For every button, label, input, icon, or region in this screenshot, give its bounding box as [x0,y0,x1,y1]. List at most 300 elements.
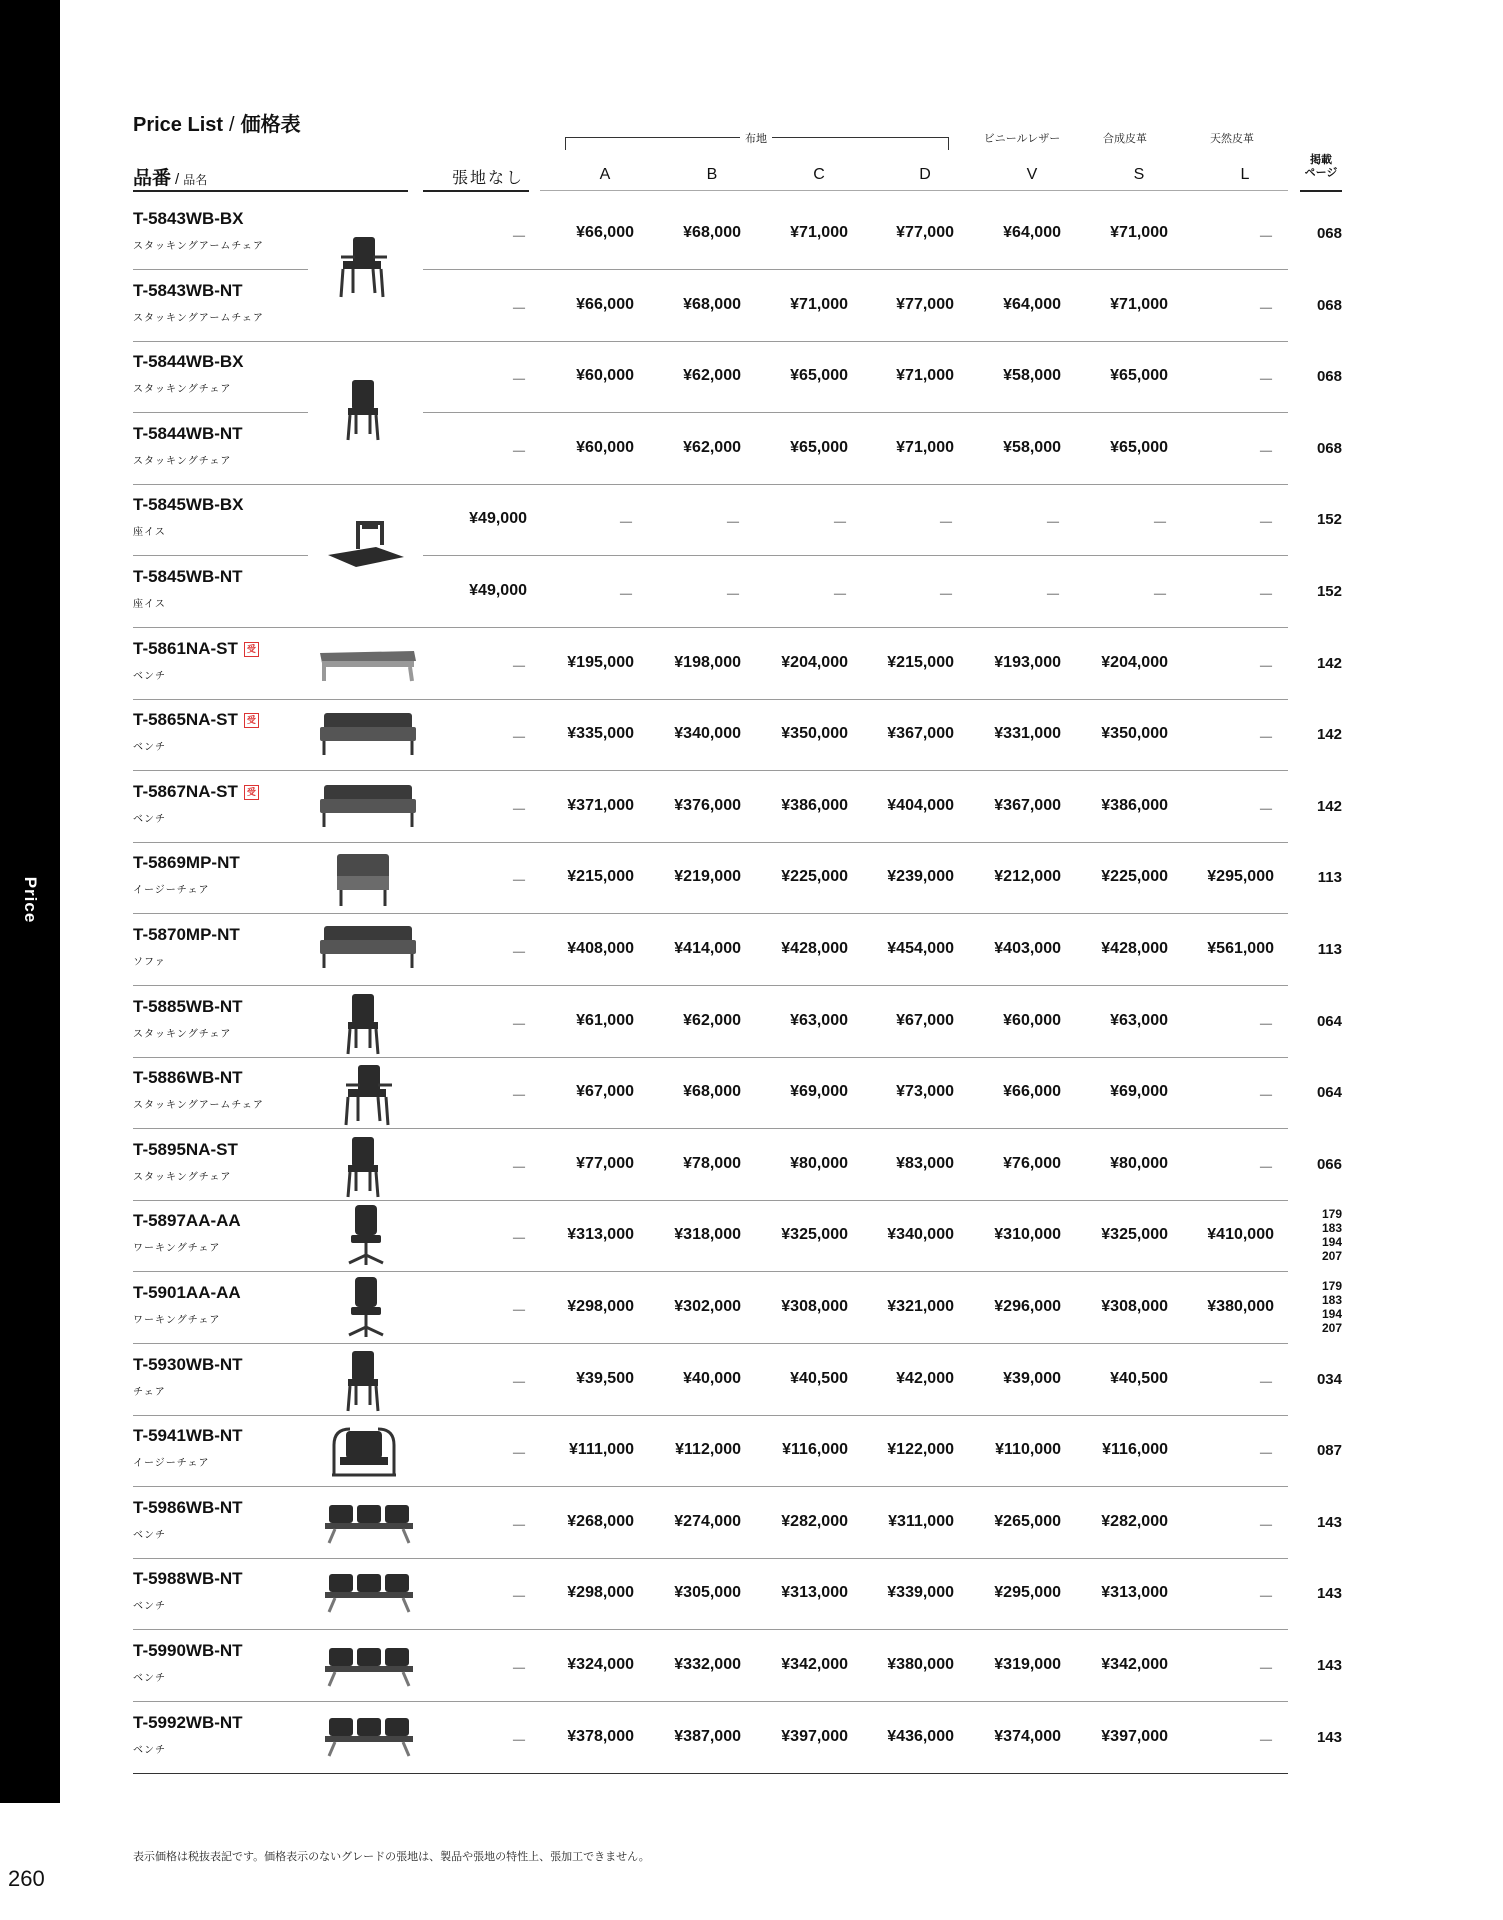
price-grade-l: ¥561,000 [1207,940,1274,957]
table-row [133,413,1342,484]
table-row [133,1200,1342,1271]
price-grade-c: ¥69,000 [790,1083,848,1101]
price-grade-b: ¥340,000 [674,725,741,743]
table-row [133,270,1342,341]
price-grade-c: － [831,515,848,533]
price-grade-v: ¥58,000 [1003,438,1061,456]
price-grade-v: ¥64,000 [1003,224,1061,241]
price-grade-d: ¥77,000 [896,295,954,313]
header-grade-l: L [1240,166,1250,183]
price-grade-b: ¥332,000 [674,1656,741,1673]
model-code: T-5941WB-NT [133,1426,243,1446]
price-grade-s: ¥386,000 [1101,796,1168,814]
price-grade-s: ¥225,000 [1101,868,1168,886]
model-code: T-5986WB-NT [133,1497,243,1517]
model-number [133,352,244,372]
price-grade-b: ¥62,000 [683,438,741,456]
table-row [133,1057,1342,1128]
price-grade-d: ¥42,000 [896,1369,954,1387]
model-number [133,639,259,659]
price-grade-c: ¥342,000 [781,1656,848,1673]
model-number [133,1140,238,1160]
product-name: ソファ [133,957,166,968]
table-row [133,1702,1342,1773]
price-grade-s: ¥428,000 [1101,940,1168,957]
product-name: ワーキングチェア [133,1243,221,1255]
price-grade-a: ¥378,000 [567,1727,634,1745]
price-grade-a: ¥371,000 [567,796,634,814]
price-grade-a: ¥60,000 [576,438,634,456]
made-to-order-badge: 受 [244,785,259,800]
price-no-upholstery: － [510,1159,527,1177]
price-grade-c: ¥282,000 [781,1512,848,1530]
price-no-upholstery: － [510,945,527,962]
table-row [133,1272,1342,1343]
product-name: 座イス [133,599,166,610]
price-grade-l: ¥410,000 [1207,1226,1274,1244]
price-grade-l: － [1257,1517,1274,1535]
price-grade-d: ¥71,000 [896,438,954,456]
price-grade-d: ¥404,000 [887,796,954,814]
price-grade-s: ¥71,000 [1110,295,1168,313]
price-no-upholstery: － [510,1303,527,1320]
price-grade-v: ¥310,000 [994,1226,1061,1244]
price-grade-l: ¥380,000 [1207,1298,1274,1315]
price-no-upholstery: － [510,801,527,819]
price-grade-v: － [1044,515,1061,533]
header-rule [423,190,529,192]
price-grade-b: ¥376,000 [674,796,741,814]
price-grade-d: ¥321,000 [887,1298,954,1315]
price-grade-d: － [937,515,954,533]
price-grade-l: － [1257,1732,1274,1750]
product-name: スタッキングアームチェア [133,241,264,252]
header-name-label: 品名 [183,173,208,187]
price-grade-b: ¥68,000 [683,1083,741,1101]
beam-seating-icon [321,1570,417,1621]
price-grade-a: ¥195,000 [567,653,634,671]
price-no-upholstery: － [510,1231,527,1249]
price-grade-v: ¥64,000 [1003,295,1061,313]
catalog-page: 034 [1316,1370,1342,1388]
header-model-label: 品番 [133,168,172,189]
model-number [133,1355,243,1375]
product-name: スタッキングチェア [133,1028,232,1040]
price-grade-l: － [1257,587,1274,604]
product-name: ベンチ [133,1744,166,1756]
price-grade-s: ¥397,000 [1101,1727,1168,1745]
price-grade-s: ¥282,000 [1101,1512,1168,1530]
header-page [1300,154,1342,180]
price-grade-v: ¥367,000 [994,796,1061,814]
table-row [133,1344,1342,1415]
price-no-upholstery: － [510,229,527,246]
price-grade-v: ¥66,000 [1003,1083,1061,1101]
table-row [133,771,1342,842]
header-grade-v: V [1026,166,1038,183]
price-grade-s: ¥116,000 [1102,1441,1168,1459]
product-name: チェア [133,1386,166,1398]
model-code: T-5988WB-NT [133,1569,243,1589]
model-code: T-5869MP-NT [133,853,240,873]
price-grade-v: ¥319,000 [994,1656,1061,1673]
price-grade-d: ¥311,000 [888,1512,954,1530]
office-chair-icon [343,1275,389,1346]
bench-icon [318,645,418,690]
model-number [133,1641,243,1661]
beam-seating-icon [321,1714,417,1765]
price-grade-a: ¥215,000 [567,868,634,886]
price-grade-a: ¥313,000 [567,1226,634,1244]
model-code: T-5843WB-NT [133,280,243,300]
model-code: T-5844WB-BX [133,352,244,372]
model-number [133,495,244,515]
price-no-upholstery: － [510,300,527,318]
price-grade-s: ¥325,000 [1101,1226,1168,1244]
header-grade-d: D [919,166,931,183]
price-grade-l: － [1257,1159,1274,1177]
price-grade-v: ¥110,000 [995,1441,1061,1459]
price-no-upholstery: － [510,1517,527,1535]
price-no-upholstery: － [510,1446,527,1464]
model-number [133,1068,243,1088]
price-grade-s: ¥71,000 [1110,224,1168,241]
price-grade-b: ¥62,000 [683,367,741,385]
price-grade-a: ¥66,000 [576,295,634,313]
price-grade-l: － [1257,372,1274,390]
header-grade-c: C [813,166,825,183]
price-grade-a: ¥408,000 [567,940,634,957]
model-code: T-5990WB-NT [133,1641,243,1660]
product-name: ワーキングチェア [133,1315,221,1326]
header-grade-b: B [706,166,718,183]
price-grade-c: ¥204,000 [781,653,848,671]
price-grade-d: ¥380,000 [887,1656,954,1673]
price-grade-d: ¥83,000 [896,1154,954,1172]
table-row [133,198,1342,269]
price-grade-d: ¥436,000 [887,1727,954,1745]
price-grade-l: ¥295,000 [1207,868,1274,886]
page-title [133,108,301,137]
table-row [133,341,1342,412]
price-grade-v: ¥39,000 [1003,1369,1061,1387]
price-grade-s: ¥63,000 [1110,1011,1168,1029]
model-number [133,925,240,945]
price-grade-l: － [1257,443,1274,461]
price-grade-b: ¥318,000 [674,1226,741,1244]
price-no-upholstery: ¥49,000 [469,510,527,528]
price-grade-d: ¥77,000 [896,224,954,241]
price-grade-s: － [1151,587,1168,604]
catalog-page: 179 183 194 207 [1321,1279,1342,1335]
model-number [133,1498,243,1518]
price-grade-l: － [1257,229,1274,246]
beam-seating-icon [321,1644,417,1695]
price-grade-l: － [1257,730,1274,748]
price-grade-a: － [617,515,634,533]
price-grade-d: ¥239,000 [887,868,954,886]
product-name: ベンチ [133,1601,166,1613]
table-row [133,986,1342,1057]
catalog-page: 064 [1316,1012,1342,1030]
title-separator: / [229,114,235,136]
price-grade-s: ¥313,000 [1101,1584,1168,1602]
model-code: T-5845WB-BX [133,495,244,515]
price-grade-b: ¥68,000 [683,224,741,241]
made-to-order-badge: 受 [244,642,259,657]
price-grade-v: ¥76,000 [1003,1154,1061,1172]
model-number [133,281,243,301]
price-grade-l: － [1257,658,1274,676]
price-grade-d: ¥454,000 [887,940,954,957]
page-number: 260 [8,1866,45,1891]
price-grade-a: ¥324,000 [567,1656,634,1673]
price-grade-v: ¥212,000 [994,868,1061,886]
table-row [133,628,1342,699]
price-grade-a: － [617,587,634,604]
header-rule [133,190,408,192]
price-grade-c: ¥308,000 [781,1298,848,1315]
price-grade-b: ¥62,000 [683,1011,741,1029]
price-grade-b: － [724,515,741,533]
made-to-order-badge: 受 [244,713,259,728]
header-rule [1300,190,1342,192]
price-grade-b: ¥40,000 [683,1369,741,1387]
price-grade-b: － [724,587,741,604]
price-grade-l: － [1257,515,1274,533]
price-grade-b: ¥302,000 [674,1298,741,1315]
price-grade-l: － [1257,1374,1274,1392]
chair-icon [338,1133,388,1204]
table-row [133,1129,1342,1200]
catalog-page: 152 [1316,583,1342,600]
catalog-page: 142 [1316,726,1342,744]
product-name: イージーチェア [133,885,210,897]
header-slash: / [175,171,180,188]
row-divider [133,1773,1288,1774]
price-grade-c: ¥71,000 [790,295,848,313]
catalog-page: 143 [1316,1513,1342,1531]
price-no-upholstery: － [510,1732,527,1750]
side-tab [0,0,60,1803]
sofa-icon [318,922,418,977]
price-grade-v: ¥295,000 [994,1584,1061,1602]
price-no-upholstery: － [510,730,527,748]
price-grade-v: ¥296,000 [994,1298,1061,1315]
model-code: T-5861NA-ST [133,638,238,658]
group-synthetic: 合成皮革 [1103,133,1147,145]
header-page-label-2: ページ [1304,167,1338,179]
price-grade-b: ¥78,000 [683,1154,741,1172]
model-number [133,1283,241,1303]
model-code: T-5901AA-AA [133,1283,241,1302]
price-grade-a: ¥268,000 [567,1512,634,1530]
model-code: T-5870MP-NT [133,925,240,944]
price-grade-l: － [1257,1589,1274,1607]
model-code: T-5867NA-ST [133,781,238,801]
price-grade-b: ¥305,000 [674,1584,741,1602]
model-number [133,853,240,873]
price-grade-v: ¥58,000 [1003,367,1061,385]
catalog-page: 068 [1316,296,1342,314]
price-grade-b: ¥219,000 [674,868,741,886]
table-row [133,1630,1342,1701]
price-no-upholstery: － [510,1589,527,1607]
price-grade-b: ¥112,000 [675,1441,741,1459]
price-grade-d: ¥71,000 [896,367,954,385]
price-grade-d: ¥340,000 [887,1226,954,1244]
table-row [133,842,1342,913]
model-code: T-5895NA-ST [133,1139,238,1159]
product-name: スタッキングチェア [133,1171,232,1183]
price-grade-s: ¥65,000 [1110,438,1168,456]
price-grade-v: ¥374,000 [994,1727,1061,1745]
price-grade-a: ¥60,000 [576,367,634,385]
price-grade-c: ¥325,000 [781,1226,848,1244]
side-tab-label: Price [21,876,40,924]
price-grade-c: ¥65,000 [790,367,848,385]
table-row [133,1415,1342,1486]
price-grade-a: ¥61,000 [576,1011,634,1029]
product-name: ベンチ [133,742,166,754]
price-grade-v: ¥265,000 [994,1512,1061,1530]
catalog-page: 068 [1316,439,1342,457]
product-name: ベンチ [133,670,166,682]
price-grade-a: ¥298,000 [567,1298,634,1315]
price-grade-c: ¥386,000 [781,796,848,814]
sofa-icon [318,781,418,836]
catalog-page: 066 [1316,1155,1342,1173]
price-grade-d: － [937,587,954,604]
model-code: T-5885WB-NT [133,996,243,1016]
price-grade-d: ¥215,000 [887,653,954,671]
price-no-upholstery: － [510,1661,527,1678]
price-grade-a: ¥77,000 [576,1154,634,1172]
header-page-label-1: 掲載 [1310,154,1332,166]
catalog-page: 179 183 194 207 [1321,1207,1342,1264]
model-number [133,997,243,1017]
price-grade-c: ¥63,000 [790,1011,848,1029]
price-grade-a: ¥335,000 [567,725,634,743]
model-code: T-5843WB-BX [133,209,244,228]
model-number [133,782,259,802]
model-code: T-5992WB-NT [133,1712,243,1732]
office-chair-icon [343,1203,389,1274]
price-grade-v: － [1044,587,1061,604]
price-grade-a: ¥298,000 [567,1584,634,1602]
table-row [133,484,1342,555]
catalog-page: 113 [1317,869,1342,887]
price-grade-c: ¥65,000 [790,438,848,456]
model-code: T-5930WB-NT [133,1354,243,1374]
price-no-upholstery: － [510,658,527,676]
price-grade-v: ¥193,000 [994,653,1061,671]
model-code: T-5865NA-ST [133,710,238,730]
header-grade-s: S [1133,166,1145,183]
price-grade-l: － [1257,1016,1274,1034]
catalog-page: 143 [1316,1585,1342,1603]
price-grade-s: ¥65,000 [1110,367,1168,385]
model-number [133,1713,243,1733]
product-name: スタッキングアームチェア [133,312,264,324]
price-grade-c: ¥116,000 [782,1441,848,1459]
price-grade-s: ¥342,000 [1101,1656,1168,1673]
catalog-page: 143 [1316,1728,1342,1746]
model-number [133,710,259,730]
model-code: T-5844WB-NT [133,423,243,443]
model-code: T-5897AA-AA [133,1211,241,1231]
price-grade-a: ¥39,500 [576,1369,634,1387]
price-grade-c: ¥397,000 [781,1727,848,1745]
price-grade-d: ¥122,000 [887,1441,954,1459]
catalog-page: 142 [1316,654,1342,672]
title-en: Price List [133,114,224,136]
price-grade-c: ¥350,000 [781,725,848,743]
model-number [133,1426,243,1446]
price-no-upholstery: － [510,1374,527,1392]
price-grade-a: ¥67,000 [576,1083,634,1101]
price-grade-b: ¥68,000 [683,295,741,313]
catalog-page: 113 [1317,941,1342,958]
price-grade-a: ¥111,000 [569,1441,634,1459]
price-grade-d: ¥67,000 [896,1011,954,1029]
footnote: 表示価格は税抜表記です。価格表示のないグレードの張地は、製品や張地の特性上、張加工できません。 [133,1851,650,1863]
price-no-upholstery: － [510,1016,527,1034]
model-number [133,567,243,587]
price-grade-d: ¥339,000 [887,1584,954,1602]
table-row [133,914,1342,985]
product-name: ベンチ [133,1673,166,1684]
table-row [133,556,1342,627]
price-grade-s: ¥80,000 [1110,1154,1168,1172]
price-grade-a: ¥66,000 [576,224,634,241]
price-grade-b: ¥198,000 [674,653,741,671]
armchair-icon [338,1061,398,1132]
easy-chair-icon [333,850,393,915]
price-grade-v: ¥403,000 [994,940,1061,957]
lounge-chair-icon [328,1423,400,1484]
header-rule [540,190,1288,191]
group-fabric: 布地 [740,130,772,146]
table-row [133,1487,1342,1558]
catalog-page: 143 [1316,1657,1342,1674]
model-number [133,1569,243,1589]
price-grade-c: ¥313,000 [781,1584,848,1602]
catalog-page: 068 [1316,368,1342,386]
model-code: T-5886WB-NT [133,1068,243,1088]
price-grade-s: ¥204,000 [1101,653,1168,671]
product-name: イージーチェア [133,1458,210,1470]
price-grade-c: ¥225,000 [781,868,848,886]
title-ja: 価格表 [240,114,301,136]
price-grade-v: ¥331,000 [994,725,1061,743]
price-grade-s: ¥69,000 [1110,1083,1168,1101]
price-no-upholstery: － [510,443,527,461]
product-name: ベンチ [133,1529,166,1541]
catalog-page: 068 [1316,225,1342,242]
header-no-upholstery: 張地なし [452,170,525,187]
model-number [133,424,243,444]
price-grade-c: ¥40,500 [790,1369,848,1387]
price-grade-d: ¥367,000 [887,725,954,743]
price-grade-d: ¥73,000 [896,1083,954,1101]
group-vinyl: ビニールレザー [983,133,1061,145]
price-grade-s: ¥350,000 [1101,725,1168,743]
model-code: T-5845WB-NT [133,567,243,586]
price-no-upholstery: － [510,873,527,891]
price-grade-b: ¥274,000 [674,1512,741,1530]
price-grade-l: － [1257,1446,1274,1464]
